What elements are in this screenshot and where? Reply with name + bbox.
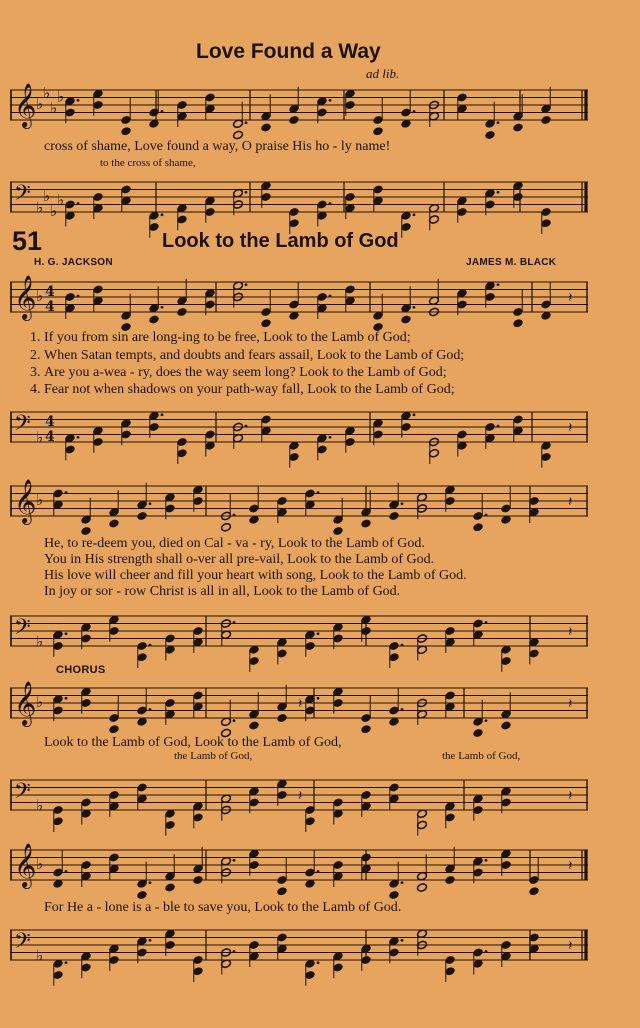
dot-icon bbox=[485, 621, 488, 624]
chorus-lyric-line-1: Look to the Lamb of God, Look to the Lamb of God, bbox=[44, 735, 342, 750]
top-lyric-line-1: cross of shame, Love found a way, O praise His ho - ly name! bbox=[44, 139, 391, 154]
note-head-icon bbox=[260, 318, 271, 328]
dot-icon bbox=[497, 425, 500, 428]
note-head-icon bbox=[416, 883, 427, 893]
note-head-icon bbox=[136, 511, 147, 521]
bass-clef-icon: 𝄢 bbox=[14, 181, 31, 211]
system2-bass-staff bbox=[10, 606, 588, 662]
dot-icon bbox=[329, 202, 332, 205]
dot-icon bbox=[317, 491, 320, 494]
verse-line-4 bbox=[30, 382, 455, 398]
note-head-icon bbox=[136, 890, 147, 900]
dot-icon bbox=[497, 121, 500, 124]
rest-icon: 𝄽 bbox=[568, 696, 573, 712]
dot-icon bbox=[245, 425, 248, 428]
treble-clef-icon: 𝄞 bbox=[14, 275, 37, 319]
top-lyric-line-2: to the cross of shame, bbox=[100, 157, 196, 169]
note-head-icon bbox=[472, 522, 483, 532]
note-head-icon bbox=[512, 318, 523, 328]
dot-icon bbox=[497, 191, 500, 194]
verse-number: 4. bbox=[30, 382, 41, 397]
dot-icon bbox=[497, 283, 500, 286]
dot-icon bbox=[329, 436, 332, 439]
dot-icon bbox=[485, 719, 488, 722]
treble-clef-icon: 𝄞 bbox=[14, 843, 37, 887]
hymn-title-love-found-a-way: Love Found a Way bbox=[196, 40, 381, 63]
verse-text: If you from sin are long-ing to be free, Look to the Lamb of God; bbox=[44, 330, 411, 345]
flat-icon: ♭ bbox=[36, 491, 44, 509]
dot-icon bbox=[329, 99, 332, 102]
system2-treble-staff bbox=[10, 476, 588, 532]
dot-icon bbox=[401, 881, 404, 884]
rest-icon: 𝄽 bbox=[568, 788, 573, 804]
treble-clef-icon: 𝄞 bbox=[14, 479, 37, 523]
bass-clef-icon: 𝄢 bbox=[14, 779, 31, 809]
dot-icon bbox=[77, 295, 80, 298]
bass-clef-icon: 𝄢 bbox=[14, 615, 31, 645]
rest-icon: 𝄽 bbox=[568, 858, 573, 874]
dot-icon bbox=[485, 514, 488, 517]
hymn-title: Look to the Lamb of God bbox=[162, 230, 399, 252]
note-head-icon bbox=[528, 886, 539, 896]
flat-icon: ♭ bbox=[36, 287, 44, 305]
chorus-label: CHORUS bbox=[56, 664, 106, 676]
ad-lib-direction: ad lib. bbox=[366, 66, 400, 81]
flat-icon: ♭ bbox=[57, 190, 65, 209]
note-head-icon bbox=[512, 123, 523, 133]
note-head-icon bbox=[148, 315, 159, 325]
dot-icon bbox=[65, 961, 68, 964]
dot-icon bbox=[161, 306, 164, 309]
note-head-icon bbox=[276, 713, 287, 723]
dot-icon bbox=[317, 961, 320, 964]
dot-icon bbox=[149, 708, 152, 711]
time-signature-icon: 4 bbox=[45, 299, 55, 315]
rest-icon: 𝄽 bbox=[568, 494, 573, 510]
note-head-icon bbox=[332, 526, 343, 536]
dot-icon bbox=[233, 719, 236, 722]
final-lyric-line: For He a - lone is a - ble to save you, Look to the Lamb of God. bbox=[44, 900, 402, 915]
dot-icon bbox=[413, 413, 416, 416]
dot-icon bbox=[401, 502, 404, 505]
dot-icon bbox=[149, 939, 152, 942]
note-head-icon bbox=[220, 522, 231, 532]
note-head-icon bbox=[288, 115, 299, 125]
flat-icon: ♭ bbox=[43, 83, 51, 102]
note-head-icon bbox=[472, 728, 483, 738]
chorus-lyric-line-2a: the Lamb of God, bbox=[174, 750, 253, 762]
verse2-line-1: He, to re-deem you, died on Cal - va - ry, Look to the Lamb of God. bbox=[44, 536, 425, 551]
note-head-icon bbox=[260, 123, 271, 133]
bass-clef-icon: 𝄢 bbox=[14, 929, 31, 959]
final-bass-staff bbox=[10, 920, 588, 976]
final-treble-staff bbox=[10, 840, 588, 896]
note-head-icon bbox=[164, 883, 175, 893]
dot-icon bbox=[161, 413, 164, 416]
dot-icon bbox=[233, 621, 236, 624]
top-bass-staff bbox=[10, 172, 588, 224]
note-head-icon bbox=[388, 890, 399, 900]
time-signature-icon: 4 bbox=[45, 429, 55, 445]
dot-icon bbox=[77, 436, 80, 439]
dot-icon bbox=[317, 697, 320, 700]
flat-icon: ♭ bbox=[36, 946, 44, 965]
rest-icon: 𝄽 bbox=[568, 938, 573, 954]
dot-icon bbox=[329, 295, 332, 298]
dot-icon bbox=[77, 202, 80, 205]
bass-clef-icon: 𝄢 bbox=[14, 411, 31, 441]
dot-icon bbox=[413, 110, 416, 113]
time-signature-icon: 4 bbox=[45, 414, 55, 430]
top-treble-staff bbox=[10, 80, 588, 132]
rest-icon: 𝄽 bbox=[298, 788, 303, 804]
music-author: JAMES M. BLACK bbox=[466, 257, 557, 268]
dot-icon bbox=[149, 881, 152, 884]
verse-text: Fear not when shadows on your path-way fall, Look to the Lamb of God; bbox=[44, 382, 455, 397]
note-head-icon bbox=[108, 724, 119, 734]
note-head-icon bbox=[540, 115, 551, 125]
time-signature-icon: 4 bbox=[45, 284, 55, 300]
chorus-lyric-line-2b: the Lamb of God, bbox=[442, 750, 521, 762]
flat-icon: ♭ bbox=[57, 87, 65, 106]
dot-icon bbox=[485, 859, 488, 862]
dot-icon bbox=[65, 697, 68, 700]
flat-icon: ♭ bbox=[36, 796, 44, 815]
chorus-treble-staff bbox=[10, 678, 588, 734]
flat-icon: ♭ bbox=[43, 187, 51, 205]
dot-icon bbox=[65, 632, 68, 635]
words-author: H. G. JACKSON bbox=[34, 257, 113, 268]
dot-icon bbox=[149, 644, 152, 647]
dot-icon bbox=[245, 121, 248, 124]
dot-icon bbox=[401, 708, 404, 711]
note-head-icon bbox=[108, 519, 119, 529]
dot-icon bbox=[65, 870, 68, 873]
dot-icon bbox=[233, 514, 236, 517]
note-head-icon bbox=[248, 721, 259, 731]
system1-treble-staff bbox=[10, 272, 588, 328]
dot-icon bbox=[317, 632, 320, 635]
verse-line-3 bbox=[30, 365, 447, 381]
flat-icon: ♭ bbox=[36, 632, 44, 651]
note-head-icon bbox=[400, 315, 411, 325]
flat-icon: ♭ bbox=[50, 98, 58, 117]
note-head-icon bbox=[484, 130, 495, 140]
dot-icon bbox=[233, 950, 236, 953]
verse-text: Are you a-wea - ry, does the way seem long? Look to the Lamb of God; bbox=[44, 365, 447, 380]
dot-icon bbox=[401, 939, 404, 942]
note-head-icon bbox=[360, 519, 371, 529]
note-head-icon bbox=[388, 511, 399, 521]
note-head-icon bbox=[360, 724, 371, 734]
verse-line-1 bbox=[30, 330, 411, 346]
dot-icon bbox=[413, 213, 416, 216]
note-head-icon bbox=[80, 526, 91, 536]
dot-icon bbox=[149, 502, 152, 505]
verse2-line-3: His love will cheer and fill your heart with song, Look to the Lamb of God. bbox=[44, 568, 467, 583]
note-head-icon bbox=[192, 875, 203, 885]
note-head-icon bbox=[444, 875, 455, 885]
rest-icon: 𝄽 bbox=[568, 420, 573, 436]
flat-icon: ♭ bbox=[36, 428, 44, 447]
note-head-icon bbox=[500, 721, 511, 731]
flat-icon: ♭ bbox=[36, 855, 44, 873]
verse2-line-2: You in His strength shall o-ver all pre-vail, Look to the Lamb of God. bbox=[44, 552, 435, 567]
verse-line-2 bbox=[30, 348, 464, 364]
flat-icon: ♭ bbox=[50, 202, 58, 220]
dot-icon bbox=[161, 110, 164, 113]
dot-icon bbox=[77, 99, 80, 102]
dot-icon bbox=[65, 491, 68, 494]
dot-icon bbox=[401, 644, 404, 647]
verse-number: 1. bbox=[30, 330, 41, 345]
flat-icon: ♭ bbox=[36, 198, 44, 217]
rest-icon: 𝄽 bbox=[298, 696, 303, 712]
note-head-icon bbox=[120, 126, 131, 136]
verse-number: 2. bbox=[30, 348, 41, 363]
dot-icon bbox=[233, 859, 236, 862]
flat-icon: ♭ bbox=[36, 95, 44, 113]
verse-text: When Satan tempts, and doubts and fears assail, Look to the Lamb of God; bbox=[44, 348, 465, 363]
note-head-icon bbox=[372, 126, 383, 136]
note-head-icon bbox=[176, 307, 187, 317]
treble-clef-icon: 𝄞 bbox=[14, 83, 37, 127]
dot-icon bbox=[245, 283, 248, 286]
verse-number: 3. bbox=[30, 365, 41, 380]
rest-icon: 𝄽 bbox=[568, 624, 573, 640]
dot-icon bbox=[485, 950, 488, 953]
dot-icon bbox=[413, 306, 416, 309]
hymn-number: 51 bbox=[12, 226, 43, 256]
rest-icon: 𝄽 bbox=[568, 290, 573, 306]
dot-icon bbox=[161, 213, 164, 216]
verse2-line-4: In joy or sor - row Christ is all in all, Look to the Lamb of God. bbox=[44, 584, 401, 599]
chorus-bass-staff bbox=[10, 770, 588, 826]
system1-bass-staff bbox=[10, 402, 588, 458]
flat-icon: ♭ bbox=[36, 693, 44, 711]
treble-clef-icon: 𝄞 bbox=[14, 681, 37, 725]
note-head-icon bbox=[276, 886, 287, 896]
dot-icon bbox=[317, 870, 320, 873]
dot-icon bbox=[245, 191, 248, 194]
